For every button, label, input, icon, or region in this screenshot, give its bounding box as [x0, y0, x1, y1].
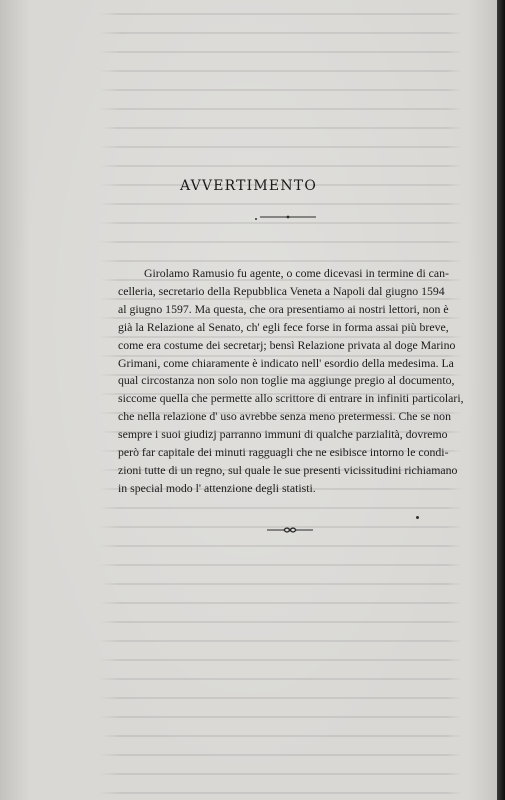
- paragraph-line: al giugno 1597. Ma questa, che ora presentiamo ai nostri lettori, non è: [118, 301, 449, 316]
- paragraph-line: che nella relazione d' uso avrebbe senza meno pretermessi. Che se non: [118, 409, 451, 424]
- heading-rule-ornament: [258, 214, 318, 220]
- ink-speck: [416, 516, 419, 519]
- paragraph-line: qual circostanza non solo non toglie ma aggiunge pregio al documento,: [118, 373, 455, 388]
- page-edge-shadow: [497, 0, 505, 800]
- paragraph-line: Grimani, come chiaramente è indicato nell' esordio della medesima. La: [118, 355, 454, 370]
- ink-speck: [255, 218, 257, 220]
- paragraph-line: però far capitale dei minuti ragguagli che ne esibisce intorno le condi-: [118, 445, 449, 460]
- paragraph-line: già la Relazione al Senato, ch' egli fece forse in forma assai più breve,: [118, 319, 449, 334]
- paragraph-line: zioni tutte di un regno, sul quale le sue presenti vicissitudini richiamano: [118, 462, 458, 477]
- paragraph-line: siccome quella che permette allo scrittore di entrare in infiniti particolari,: [118, 391, 464, 406]
- closing-ornament: [266, 525, 314, 535]
- paragraph-line: sempre i suoi giudizj parranno immuni di qualche parzialità, dovremo: [118, 427, 448, 442]
- paragraph-line: celleria, secretario della Repubblica Veneta a Napoli dal giugno 1594: [118, 283, 445, 298]
- section-heading: AVVERTIMENTO: [179, 178, 318, 194]
- notice-paragraph: [118, 265, 464, 498]
- paragraph-line: Girolamo Ramusio fu agente, o come dicevasi in termine di can-: [144, 266, 449, 280]
- paragraph-line: come era costume dei secretarj; bensì Relazione privata al doge Marino: [118, 337, 456, 352]
- paragraph-line: in special modo l' attenzione degli statisti.: [118, 480, 316, 495]
